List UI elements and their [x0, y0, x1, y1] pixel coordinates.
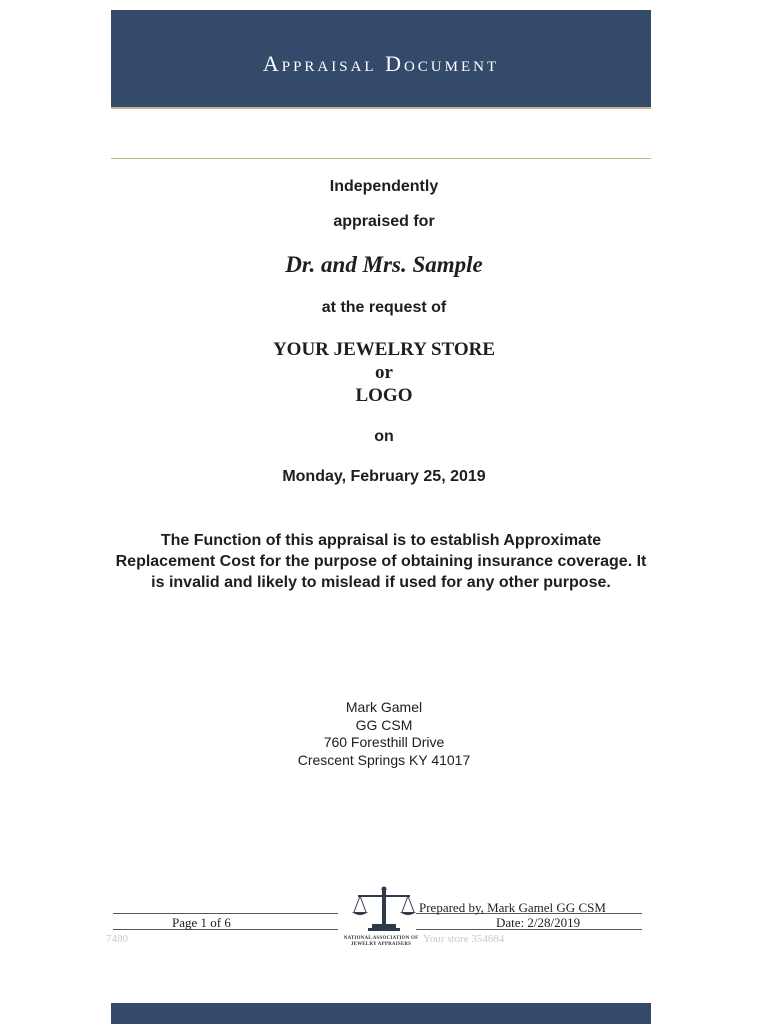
appraiser-name: Mark Gamel	[345, 699, 423, 715]
logo-caption-line2: JEWELRY APPRAISERS	[350, 942, 412, 947]
appraiser-credentials: GG CSM	[355, 716, 413, 733]
footer-rule-left-top	[113, 913, 338, 914]
page-number: Page 1 of 6	[172, 915, 231, 930]
store-logo-placeholder: LOGO	[355, 385, 413, 406]
request-label: at the request of	[321, 299, 447, 316]
appraiser-address-line1: 760 Foresthill Drive	[323, 734, 445, 750]
store-code: Your store 354684	[423, 933, 505, 945]
logo-caption-line1: NATIONAL ASSOCIATION OF	[343, 936, 419, 941]
store-or: or	[375, 362, 393, 383]
footer-date: Date: 2/28/2019	[496, 915, 581, 930]
independently-label: Independently	[329, 178, 439, 195]
appraisal-date: Monday, February 25, 2019	[282, 468, 486, 485]
on-label: on	[374, 428, 394, 445]
header-band	[111, 10, 651, 109]
function-statement: The Function of this appraisal is to establish Approximate Replacement Cost for the purpose of obtaining insurance coverage. It is invalid and likely to mislead if used for any other purpose.	[115, 532, 647, 591]
document-title: Appraisal Document	[262, 50, 500, 76]
footer-code: 7480	[106, 933, 128, 945]
bottom-band	[111, 1003, 651, 1024]
appraiser-address-line2: Crescent Springs KY 41017	[297, 751, 471, 768]
prepared-by: Prepared by, Mark Gamel GG CSM	[419, 900, 606, 915]
appraised-for-label: appraised for	[333, 213, 435, 230]
appraiser-block	[0, 699, 768, 769]
divider	[111, 158, 651, 159]
logo-caption	[340, 936, 422, 948]
client-name: Dr. and Mrs. Sample	[285, 252, 483, 277]
scales-of-justice-icon	[348, 886, 420, 932]
store-name: YOUR JEWELRY STORE	[272, 339, 496, 360]
